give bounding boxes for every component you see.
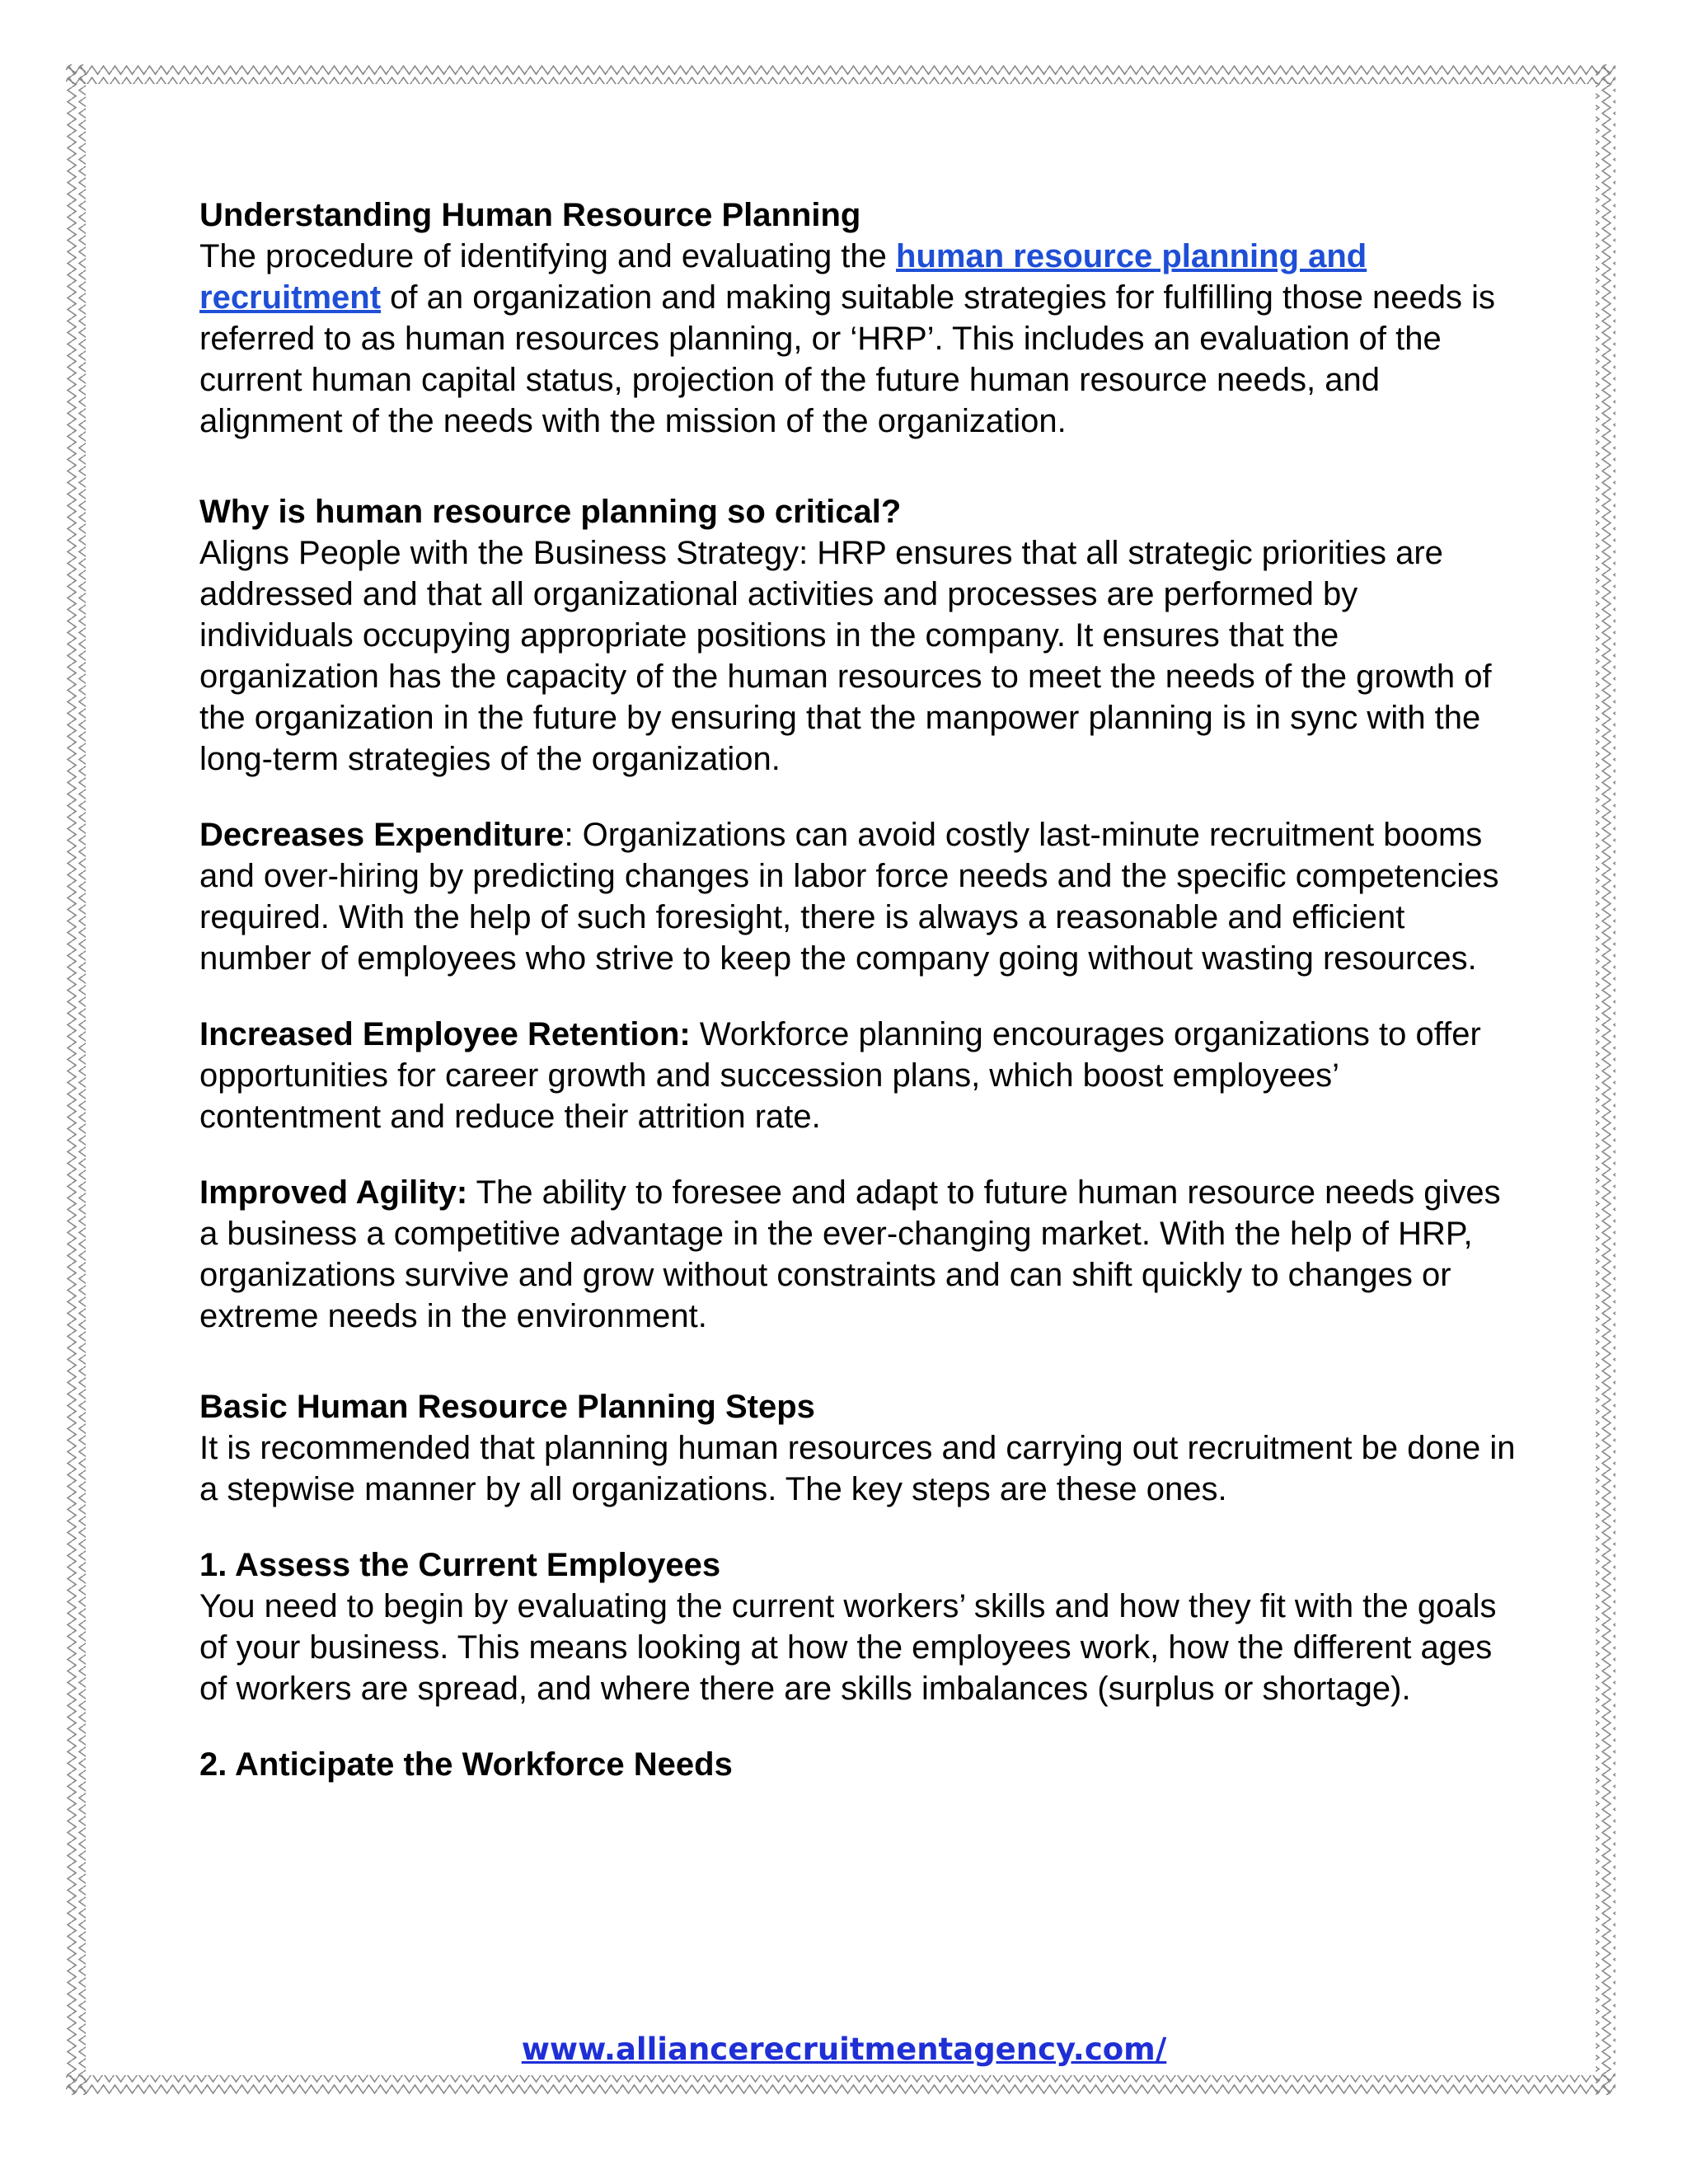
step-heading-assess-employees: 1. Assess the Current Employees — [199, 1547, 721, 1583]
paragraph-hrp-definition — [199, 236, 1518, 442]
hr-planning-recruitment-link[interactable]: human resource planning and recruitment — [199, 238, 1367, 316]
section-heading-why-critical: Why is human resource planning so critical? — [199, 494, 902, 530]
section-heading-understanding-hrp: Understanding Human Resource Planning — [199, 197, 861, 233]
definition-text-before-link: The procedure of identifying and evaluating the — [199, 238, 897, 274]
text-decreases-expenditure: : Organizations can avoid costly last-minute recruitment booms and over-hiring by predicting changes in labor force needs and the specific competencies required. With the help of such foresight, there is always a reasonable and efficient number of employees who strive to keep the company going without wasting resources. — [199, 817, 1499, 977]
paragraph-steps-intro: It is recommended that planning human resources and carrying out recruitment be done in a stepwise manner by all organizations. The key steps are these ones. — [199, 1430, 1516, 1507]
paragraph-employee-retention — [199, 1014, 1518, 1137]
step-heading-anticipate-needs: 2. Anticipate the Workforce Needs — [199, 1746, 733, 1783]
paragraph-aligns-people: Aligns People with the Business Strategy: HRP ensures that all strategic priorities are addressed and that all organizational activities and processes are performed by individuals occupying appropriate positions in the company. It ensures that the organization has the capacity of the human resources to meet the needs of the growth of the organization in the future by ensuring that the manpower planning is in sync with the long-term strategies of the organization. — [199, 535, 1492, 777]
text-employee-retention: Workforce planning encourages organizations to offer opportunities for career growth and succession plans, which boost employees’ contentment and reduce their attrition rate. — [199, 1016, 1481, 1135]
label-employee-retention: Increased Employee Retention: — [199, 1016, 691, 1052]
document-body — [199, 194, 1518, 1785]
label-decreases-expenditure: Decreases Expenditure — [199, 817, 565, 853]
text-improved-agility: The ability to foresee and adapt to future human resource needs gives a business a competitive advantage in the ever-changing market. With the help of HRP, organizations survive and grow without constraints and can shift quickly to changes or extreme needs in the environment. — [199, 1174, 1501, 1334]
paragraph-improved-agility — [199, 1172, 1518, 1337]
section-heading-basic-steps: Basic Human Resource Planning Steps — [199, 1389, 815, 1425]
definition-text-after-link: of an organization and making suitable strategies for fulfilling those needs is referred to as human resources planning, or ‘HRP’. This includes an evaluation of the current human capital status, projection of the future human resource needs, and alignment of the needs with the mission of the organization. — [199, 279, 1495, 439]
paragraph-decreases-expenditure — [199, 814, 1518, 979]
paragraph-assess-employees: You need to begin by evaluating the current workers’ skills and how they fit with the goals of your business. This means looking at how the employees work, how the different ages of workers are spread, and where there are skills imbalances (surplus or shortage). — [199, 1588, 1497, 1707]
footer-website-link[interactable]: www.alliancerecruitmentagency.com/ — [521, 2032, 1167, 2067]
label-improved-agility: Improved Agility: — [199, 1174, 468, 1211]
